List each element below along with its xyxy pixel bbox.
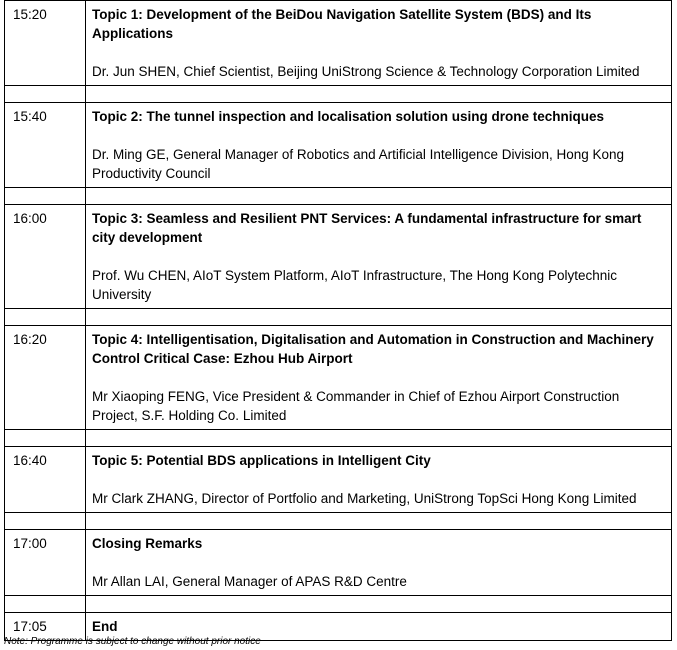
- agenda-table: [4, 0, 672, 641]
- spacer-row: [5, 86, 672, 103]
- session-title: Topic 3: Seamless and Resilient PNT Services: A fundamental infrastructure for smart city development: [92, 211, 642, 245]
- session-time: 16:00: [5, 205, 86, 309]
- table-row: [5, 205, 672, 309]
- table-row: [5, 326, 672, 430]
- session-speaker: Mr Xiaoping FENG, Vice President & Commander in Chief of Ezhou Airport Construction Project, S.F. Holding Co. Limited: [92, 389, 620, 423]
- session-time: 15:40: [5, 103, 86, 188]
- session-title: Topic 2: The tunnel inspection and localisation solution using drone techniques: [92, 109, 605, 124]
- session-title: Topic 1: Development of the BeiDou Navigation Satellite System (BDS) and Its Applications: [92, 7, 592, 41]
- session-title: Topic 5: Potential BDS applications in Intelligent City: [92, 453, 431, 468]
- table-row: [5, 103, 672, 188]
- session-content: [86, 1, 672, 86]
- programme-note: Note: Programme is subject to change without prior notice: [4, 636, 261, 647]
- session-title: Topic 4: Intelligentisation, Digitalisation and Automation in Construction and Machinery Control Critical Case: Ezhou Hub Airport: [92, 332, 654, 366]
- table-row: [5, 447, 672, 513]
- session-time: 16:40: [5, 447, 86, 513]
- session-content: [86, 447, 672, 513]
- spacer-row: [5, 596, 672, 613]
- spacer-row: [5, 188, 672, 205]
- session-speaker: Mr Clark ZHANG, Director of Portfolio and Marketing, UniStrong TopSci Hong Kong Limited: [92, 491, 637, 506]
- table-row: [5, 530, 672, 596]
- session-time: 15:20: [5, 1, 86, 86]
- spacer-row: [5, 513, 672, 530]
- session-content: [86, 205, 672, 309]
- session-time: 16:20: [5, 326, 86, 430]
- spacer-row: [5, 309, 672, 326]
- session-time: 17:00: [5, 530, 86, 596]
- spacer-row: [5, 430, 672, 447]
- session-content: [86, 530, 672, 596]
- session-speaker: Prof. Wu CHEN, AIoT System Platform, AIoT Infrastructure, The Hong Kong Polytechnic University: [92, 268, 617, 302]
- session-speaker: Dr. Ming GE, General Manager of Robotics and Artificial Intelligence Division, Hong Kong Productivity Council: [92, 147, 625, 181]
- session-content: [86, 103, 672, 188]
- table-row: [5, 1, 672, 86]
- session-title: Closing Remarks: [92, 536, 203, 551]
- session-speaker: Dr. Jun SHEN, Chief Scientist, Beijing UniStrong Science & Technology Corporation Limited: [92, 64, 640, 79]
- session-time: 17:05: [5, 613, 86, 641]
- session-title: End: [92, 619, 118, 634]
- session-speaker: Mr Allan LAI, General Manager of APAS R&D Centre: [92, 574, 407, 589]
- session-content: [86, 326, 672, 430]
